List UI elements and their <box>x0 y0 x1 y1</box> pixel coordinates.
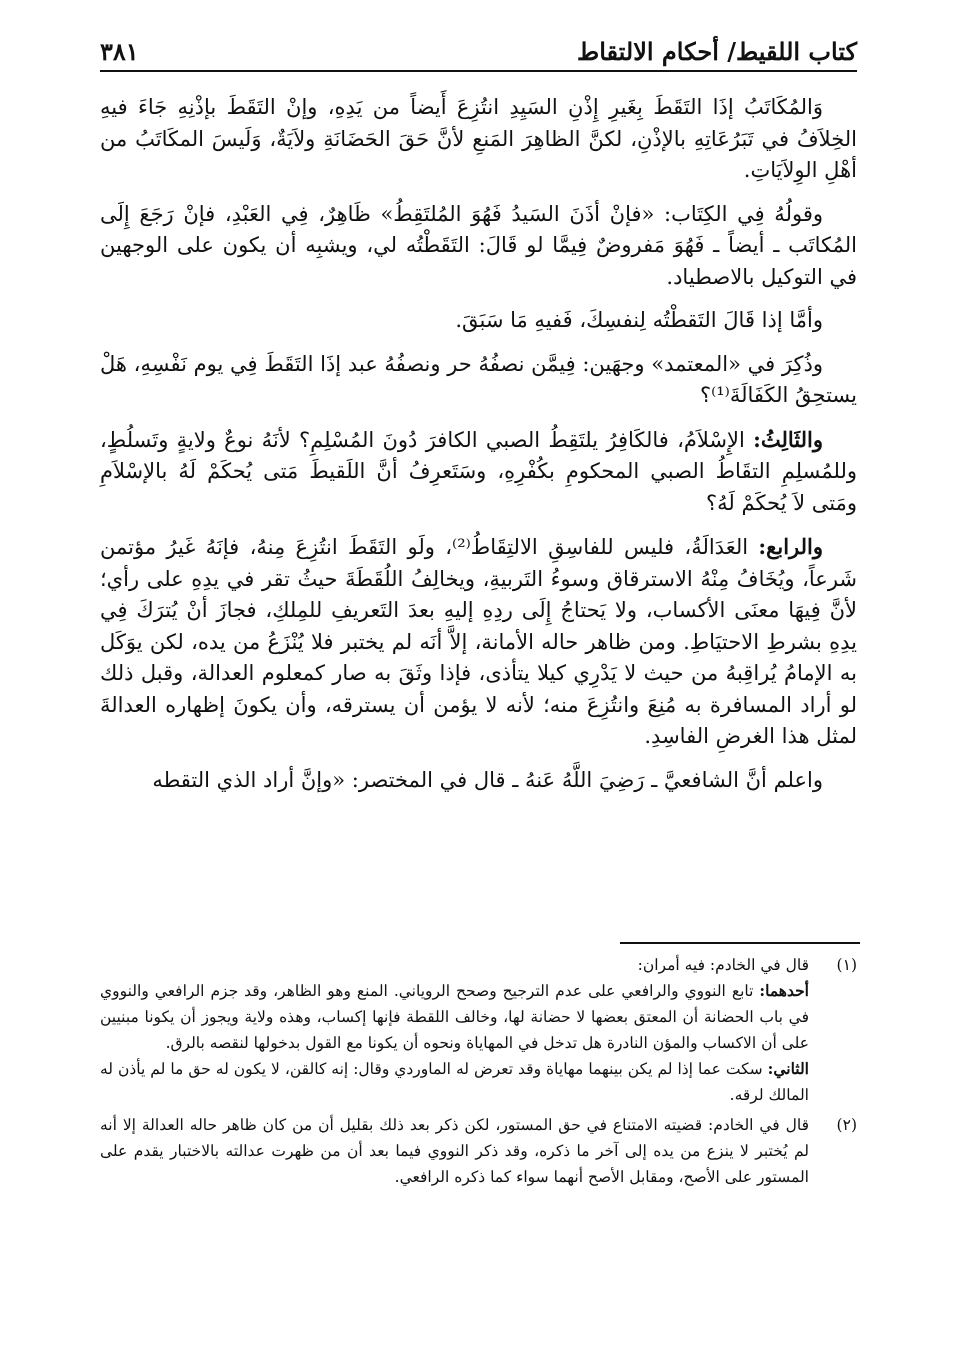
paragraph-text: الإِسْلاَمُ، فالكَافِرُ يلتَقِطُ الصبي الكافرَ دُونَ المُسْلِمِ؟ لأنَهُ نوعٌ ولايةٍ وتَسلُطٍ، وللمُسلِمِ التقَاطُ الصبي المحكومِ بكُفْرِهِ، وسَتَعرِفُ أنَّ اللَقيطَ مَتى يُحكَمْ لَهُ بالإسْلاَمِ ومَتى لاَ يُحكَمْ لَهُ؟ <box>100 427 857 515</box>
footnote-text: سكت عما إذا لم يكن بينهما مهاياة وقد تعرض له الماوردي وقال: إنه كالقن، لا يكون له حق ما لم يأذن له المالك لرقه. <box>100 1060 809 1104</box>
paragraph-text: واعلم أنَّ الشافعيَّ ـ رَضِيَ اللَّهُ عَنهُ ـ قال في المختصر: «وإنَّ أراد الذي التقطه <box>152 767 823 792</box>
footnote <box>100 952 857 1108</box>
paragraph <box>100 92 857 187</box>
paragraph <box>100 531 857 753</box>
paragraph-text: وقولُهُ فِي الكِتَاب: «فإنْ أذَنَ السَيدُ فَهُوَ المُلتَقِطُ» ظَاهِرٌ، فِي العَبْدِ، فإنْ رَجَعَ إِلَى المُكاتَب ـ أيضاً ـ فَهُوَ مَفروضٌ فِيمَّا لو قَالَ: التَقَطْتُه لي، ويشبِه أن يكون على الوجهين في التوكيل بالاصطياد. <box>100 201 857 289</box>
footnote-line <box>100 952 809 978</box>
paragraph-lead: والثَالِثُ: <box>753 426 823 452</box>
paragraph <box>100 349 857 412</box>
paragraph-text: العَدَالَةُ، فليس للفاسِقِ الالتِقَاطُ⁽²⁾، ولَو التَقَطَ انتُزِعَ مِنهُ، فإنَهُ غَيرُ مؤتمن شَرعاً، ويُخَافُ مِنْهُ الاسترقاق وسوءُ التَربيةِ، ويخالِفُ اللُقَطَةَ حيثُ تقر في يدِهِ على رأي؛ لأنَّ فِيهَا معنَى الأكساب، ولا يَحتاجُ إِلَى ردِهِ إليهِ بعدَ التَعريفِ للمِلكِ، فجازَ أنْ يُترَكَ فِي يدِهِ بشرطِ الاحتيَاطِ. ومن ظاهر حاله الأمانة، إلاَّ أنَه لم يختبر فلا يُنْزَعُ من يده، لكن يوَكَل به الإمامُ يُراقِبهُ من حيث لا يَدْرِي كيلا يتأذى، فإذا وثَقَ به صار كمعلوم العدالة، وقبل ذلك لو أراد المسافرة به مُنِعَ وانتُزِعَ منه؛ لأنه لا يؤمن أن يسترقه، وأن يكونَ إظهاره العدالةَ لمثل هذا الغرضِ الفاسِدِ. <box>100 535 857 748</box>
paragraph <box>100 199 857 294</box>
footnote-text: تابع النووي والرافعي على عدم الترجيح وصحح الروياني. المنع وهو الظاهر، وقد جزم الرافعي والنووي في باب الحضانة أن المعتق بعضها لا حضانة لها، وخالف اللقطة فإنها إكساب، وهذه ولاية ويجوز أن يكونا مبنيين على أن الاكساب والمؤن النادرة هل تدخل في المهاياة ونحوه أن يكونا مع القول بدخولها لنقصه بالرق. <box>100 982 809 1052</box>
footnote-text: قال في الخادم: قضيته الامتناع في حق المستور، لكن ذكر بعد ذلك بقليل أن من كان ظاهر حاله العدالة إلا أنه لم يُختبر لا ينزع من يده إلى آخر ما ذكره، وقد ذكر النووي فيما بعد أن من ظهرت عدالته بالاختبار يقدم على المستور على الأصح، ومقابل الأصح أنهما سواء كما ذكره الرافعي. <box>100 1116 809 1186</box>
footnote-number: (١) <box>836 956 857 974</box>
footnotes <box>100 952 857 1194</box>
footnote-text: قال في الخادم: فيه أمران: <box>637 956 809 974</box>
paragraph-text: وَالمُكَاتَبُ إذَا التَقَطَ بِغَيرِ إِذْنِ السَيِدِ انتُزِعَ أَيضاً من يَدِهِ، وإنْ التَقَطَ بإذْنِهِ جَاءَ فيهِ الخِلاَفُ في تَبَرُعَاتِهِ بالإذْنِ، لكنَّ الظاهِرَ المَنعِ لأنَّ حَقَ الحَضَانَةِ ولاَيَةٌ، وَلَيسَ المكَاتَبُ من أهْلِ الوِلاَيَاتِ. <box>100 95 857 182</box>
page-header <box>100 28 857 72</box>
paragraph-lead: والرابع: <box>758 534 823 559</box>
paragraph <box>100 765 857 797</box>
footnote-line <box>100 1112 809 1190</box>
footnote-number: (٢) <box>836 1116 857 1134</box>
running-title: كتاب اللقيط/ أحكام الالتقاط <box>577 37 857 66</box>
paragraph-text: وذُكِرَ في «المعتمد» وجهَين: فِيمَّن نصفُهُ حر ونصفُهُ عبد إذَا التَقَطَ فِي يوم نَفْسِهِ، هَلْ يستحِقُ الكَفَالَةَ⁽¹⁾؟ <box>100 351 857 407</box>
paragraph-text: وأمَّا إذا قَالَ التَقطْتُه لِنفسِكَ، فَفيهِ مَا سَبَقَ. <box>455 308 823 332</box>
footnote-lead: الثاني: <box>767 1059 809 1078</box>
main-text <box>100 92 857 808</box>
footnote-body <box>100 952 809 1108</box>
footnote <box>100 1112 857 1190</box>
footnote-line <box>100 978 809 1056</box>
paragraph <box>100 305 857 337</box>
footnote-lead: أحدهما: <box>759 981 809 1000</box>
footnote-body <box>100 1112 809 1190</box>
page-number: ٣٨١ <box>100 37 139 66</box>
footnote-separator <box>620 942 860 944</box>
paragraph <box>100 424 857 520</box>
footnote-line <box>100 1056 809 1108</box>
